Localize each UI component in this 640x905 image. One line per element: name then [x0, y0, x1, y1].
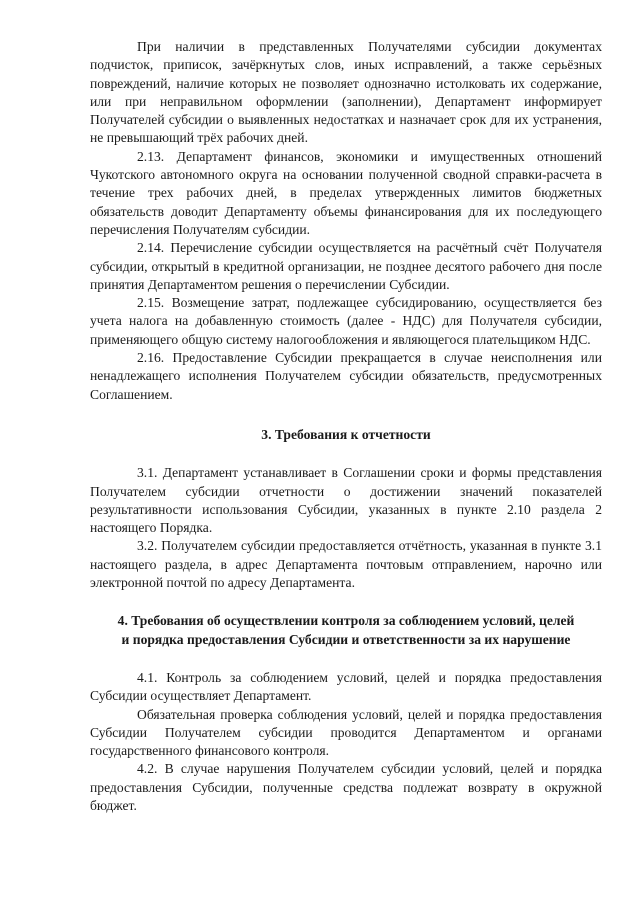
- paragraph-mandatory-check: Обязательная проверка соблюдения условий, целей и порядка предоставления Субсидии Получателем субсидии проводится Департаментом и органами государственного финансового контроля.: [90, 706, 602, 759]
- paragraph-documents-defects: При наличии в представленных Получателями субсидии документах подчисток, приписок, зачёркнутых слов, иных исправлений, а также серьёзных повреждений, наличие которых не позволяет однозначно истолковать их содержание, или при неправильном оформлении (заполнении), Департамент информирует Получателей субсидии о выявленных недостатках и назначает срок для их устранения, не превышающий трёх рабочих дней.: [90, 39, 602, 146]
- paragraph-4-2: 4.2. В случае нарушения Получателем субсидии условий, целей и порядка предоставления Субсидии, полученные средства подлежат возврату в окружной бюджет.: [90, 761, 602, 813]
- paragraph-2-16: 2.16. Предоставление Субсидии прекращается в случае неисполнения или ненадлежащего исполнения Получателем субсидии обязательств, предусмотренных Соглашением.: [90, 350, 602, 402]
- section-4-heading-line2: и порядка предоставления Субсидии и ответственности за их нарушение: [121, 631, 571, 647]
- paragraph-3-2: 3.2. Получателем субсидии предоставляется отчётность, указанная в пункте 3.1 настоящего раздела, в адрес Департамента почтовым отправлением, нарочно или электронной почтой по адресу Департамента.: [90, 538, 602, 591]
- paragraph-2-13: 2.13. Департамент финансов, экономики и имущественных отношений Чукотского автономного округа на основании полученной сводной справки-расчета в течение трех рабочих дней, в пределах утвержденных лимитов бюджетных обязательств доводит Департаменту объемы финансирования для их последующего перечисления Получателям субсидии.: [90, 148, 602, 237]
- paragraph-2-14: 2.14. Перечисление субсидии осуществляется на расчётный счёт Получателя субсидии, открытый в кредитной организации, не позднее десятого рабочего дня после принятия Департаментом решения о перечислении Субсидии.: [90, 240, 602, 292]
- section-3-heading: 3. Требования к отчетности: [261, 426, 431, 442]
- section-4-heading-line1: 4. Требования об осуществлении контроля за соблюдением условий, целей: [117, 613, 575, 629]
- paragraph-4-1: 4.1. Контроль за соблюдением условий, целей и порядка предоставления Субсидии осуществляет Департамент.: [90, 669, 602, 704]
- paragraph-3-1: 3.1. Департамент устанавливает в Соглашении сроки и формы представления Получателем субсидии отчетности о достижении значений показателей результативности использования Субсидии, указанных в пункте 2.10 раздела 2 настоящего Порядка.: [90, 465, 602, 536]
- paragraph-2-15: 2.15. Возмещение затрат, подлежащее субсидированию, осуществляется без учета налога на добавленную стоимость (далее - НДС) для Получателя субсидии, применяющего общую систему налогообложения и являющегося плательщиком НДС.: [90, 295, 602, 347]
